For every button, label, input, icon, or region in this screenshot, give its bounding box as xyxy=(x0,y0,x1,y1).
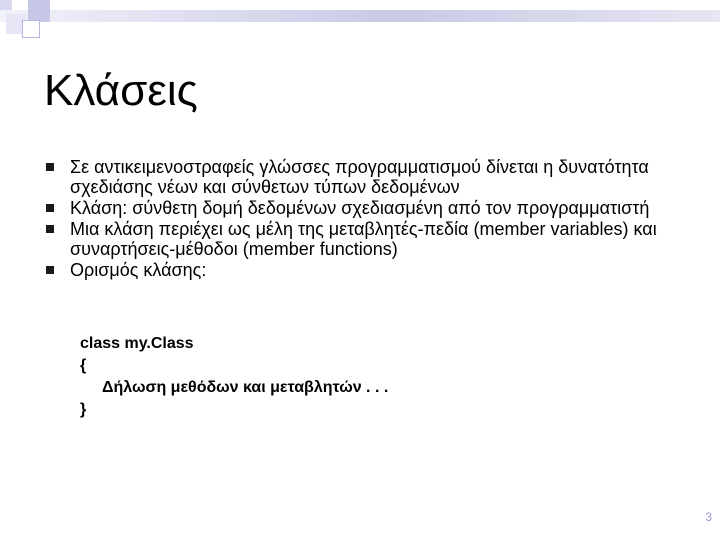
code-line: Δήλωση μεθόδων και μεταβλητών . . . xyxy=(102,379,389,396)
bullet-text: Ορισμός κλάσης: xyxy=(70,260,207,280)
code-block xyxy=(80,333,388,421)
bullet-list xyxy=(46,157,686,281)
code-line: } xyxy=(80,401,87,418)
slide-title: Κλάσεις xyxy=(44,66,198,115)
square-bullet-icon xyxy=(46,225,54,233)
bullet-text: Μια κλάση περιέχει ως μέλη της μεταβλητές-πεδία (member variables) και συναρτήσεις-μέθοδοι (member functions) xyxy=(70,219,657,259)
bullet-text: Σε αντικειμενοστραφείς γλώσσες προγραμματισμού δίνεται η δυνατότητα σχεδιάσης νέων και σύνθετων τύπων δεδομένων xyxy=(70,157,649,197)
code-line: class my.Class xyxy=(80,335,194,352)
bullet-item xyxy=(46,198,686,218)
decorative-square xyxy=(28,0,50,22)
bullet-item xyxy=(46,219,686,259)
square-bullet-icon xyxy=(46,163,54,171)
square-bullet-icon xyxy=(46,204,54,212)
header-gradient-bar xyxy=(0,10,720,22)
decorative-square xyxy=(22,20,40,38)
bullet-item xyxy=(46,260,686,280)
bullet-text: Κλάση: σύνθετη δομή δεδομένων σχεδιασμένη από τον προγραμματιστή xyxy=(70,198,650,218)
code-line: { xyxy=(80,357,87,374)
square-bullet-icon xyxy=(46,266,54,274)
page-number: 3 xyxy=(705,510,712,524)
bullet-item xyxy=(46,157,686,197)
